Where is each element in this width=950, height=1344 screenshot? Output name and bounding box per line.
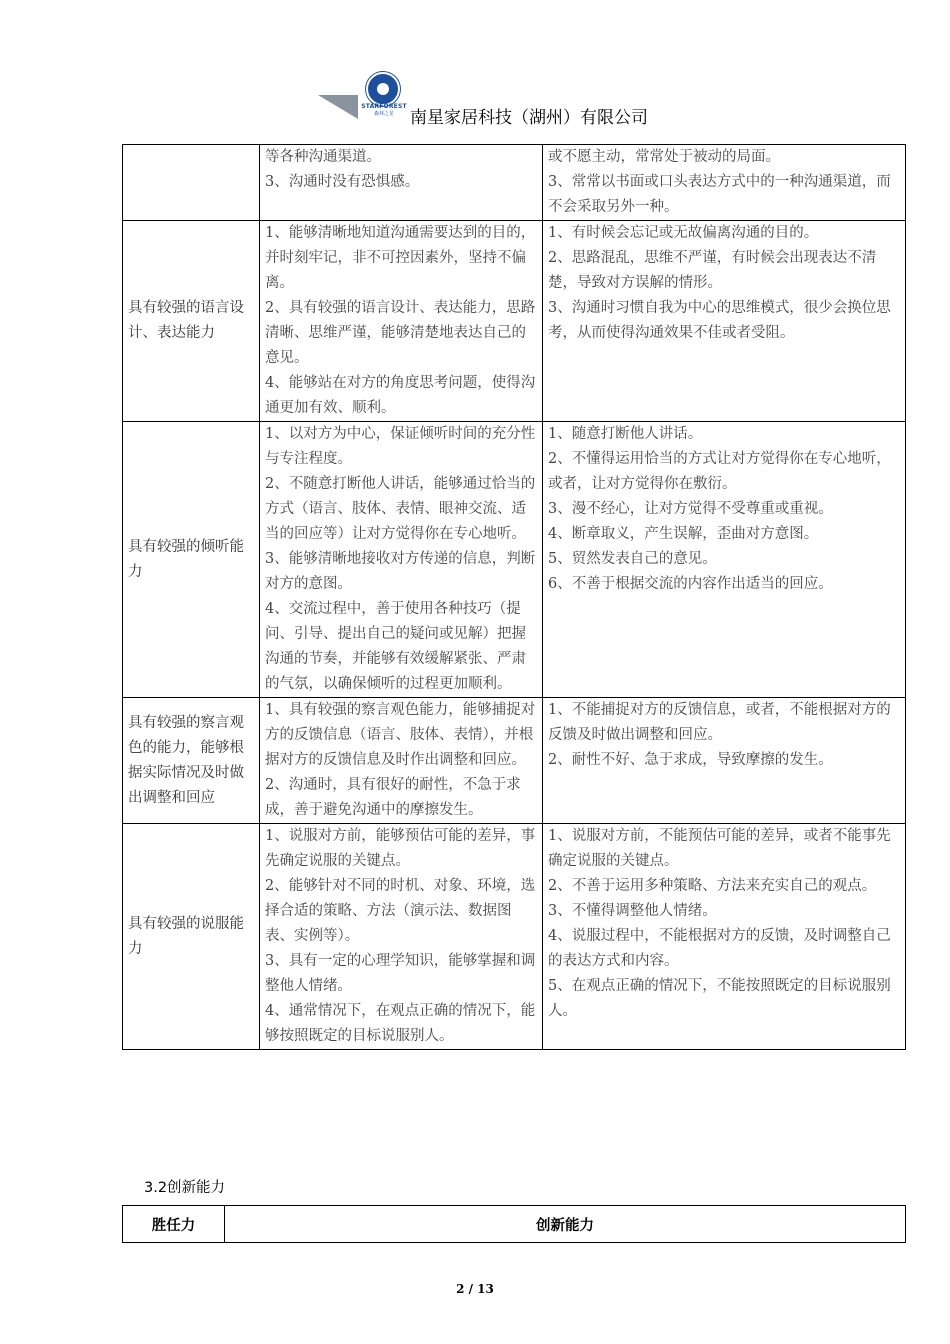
behavior-item: 等各种沟通渠道。 bbox=[265, 149, 381, 165]
competency-cell bbox=[123, 145, 260, 221]
competency-cell: 具有较强的语言设计、表达能力 bbox=[123, 221, 260, 422]
logo-text: STARFOREST bbox=[361, 103, 407, 110]
behavior-item: 1、不能捕捉对方的反馈信息，或者，不能根据对方的反馈及时做出调整和回应。 bbox=[548, 702, 891, 743]
starforest-logo-icon bbox=[366, 72, 400, 106]
competency-cell: 具有较强的说服能力 bbox=[123, 824, 260, 1050]
table-row bbox=[123, 824, 906, 1050]
behavior-item: 3、漫不经心，让对方觉得不受尊重或重视。 bbox=[548, 501, 833, 517]
behavior-item: 5、贸然发表自己的意见。 bbox=[548, 551, 717, 567]
competency-table-body bbox=[123, 145, 906, 1050]
negative-behavior-cell bbox=[543, 698, 906, 824]
behavior-item: 4、能够站在对方的角度思考问题，使得沟通更加有效、顺利。 bbox=[265, 375, 536, 416]
competency-table bbox=[122, 144, 906, 1050]
table-row bbox=[123, 698, 906, 824]
behavior-item: 2、沟通时，具有很好的耐性，不急于求成，善于避免沟通中的摩擦发生。 bbox=[265, 777, 521, 818]
table-row bbox=[123, 422, 906, 698]
company-name: 南星家居科技（湖州）有限公司 bbox=[410, 108, 648, 128]
competency-cell: 具有较强的倾听能力 bbox=[123, 422, 260, 698]
behavior-item: 3、具有一定的心理学知识，能够掌握和调整他人情绪。 bbox=[265, 953, 536, 994]
behavior-item: 3、沟通时没有恐惧感。 bbox=[265, 174, 420, 190]
table-header-row bbox=[123, 1206, 906, 1243]
behavior-item: 3、不懂得调整他人情绪。 bbox=[548, 903, 717, 919]
positive-behavior-cell bbox=[260, 824, 543, 1050]
behavior-item: 4、通常情况下，在观点正确的情况下，能够按照既定的目标说服别人。 bbox=[265, 1003, 536, 1044]
header-cell-innovation: 创新能力 bbox=[225, 1206, 906, 1243]
behavior-item: 1、具有较强的察言观色能力，能够捕捉对方的反馈信息（语言、肢体、表情），并根据对方的反馈信息及时作出调整和回应。 bbox=[265, 702, 536, 768]
behavior-item: 2、耐性不好、急于求成，导致摩擦的发生。 bbox=[548, 752, 833, 768]
behavior-item: 1、以对方为中心，保证倾听时间的充分性与专注程度。 bbox=[265, 426, 536, 467]
logo-subtext: 森林之星 bbox=[373, 111, 394, 117]
behavior-item: 1、说服对方前，能够预估可能的差异，事先确定说服的关键点。 bbox=[265, 828, 536, 869]
behavior-item: 6、不善于根据交流的内容作出适当的回应。 bbox=[548, 576, 833, 592]
behavior-item: 2、不善于运用多种策略、方法来充实自己的观点。 bbox=[548, 878, 877, 894]
negative-behavior-cell bbox=[543, 145, 906, 221]
positive-behavior-cell bbox=[260, 422, 543, 698]
logo-wedge bbox=[318, 95, 358, 119]
positive-behavior-cell bbox=[260, 221, 543, 422]
behavior-item: 1、有时候会忘记或无故偏离沟通的目的。 bbox=[548, 225, 819, 241]
section-title: 3.2创新能力 bbox=[144, 1180, 226, 1196]
negative-behavior-cell bbox=[543, 422, 906, 698]
behavior-item: 5、在观点正确的情况下，不能按照既定的目标说服别人。 bbox=[548, 978, 891, 1019]
negative-behavior-cell bbox=[543, 824, 906, 1050]
behavior-item: 1、随意打断他人讲话。 bbox=[548, 426, 703, 442]
behavior-item: 3、常常以书面或口头表达方式中的一种沟通渠道，而不会采取另外一种。 bbox=[548, 174, 891, 215]
behavior-item: 或不愿主动，常常处于被动的局面。 bbox=[548, 149, 780, 165]
behavior-item: 1、说服对方前，不能预估可能的差异，或者不能事先确定说服的关键点。 bbox=[548, 828, 891, 869]
behavior-item: 4、交流过程中，善于使用各种技巧（提问、引导、提出自己的疑问或见解）把握沟通的节奏，并能够有效缓解紧张、严肃的气氛，以确保倾听的过程更加顺利。 bbox=[265, 601, 526, 692]
innovation-table bbox=[122, 1205, 906, 1243]
company-logo bbox=[356, 72, 412, 116]
header-cell-competency: 胜任力 bbox=[123, 1206, 225, 1243]
behavior-item: 3、沟通时习惯自我为中心的思维模式，很少会换位思考，从而使得沟通效果不佳或者受阻。 bbox=[548, 300, 891, 341]
page-number: 2 / 13 bbox=[456, 1282, 494, 1296]
positive-behavior-cell bbox=[260, 698, 543, 824]
behavior-item: 3、能够清晰地接收对方传递的信息，判断对方的意图。 bbox=[265, 551, 536, 592]
table-row bbox=[123, 221, 906, 422]
behavior-item: 2、能够针对不同的时机、对象、环境，选择合适的策略、方法（演示法、数据图表、实例等）。 bbox=[265, 878, 536, 944]
positive-behavior-cell bbox=[260, 145, 543, 221]
behavior-item: 4、说服过程中，不能根据对方的反馈，及时调整自己的表达方式和内容。 bbox=[548, 928, 891, 969]
behavior-item: 2、思路混乱，思维不严谨，有时候会出现表达不清楚，导致对方误解的情形。 bbox=[548, 250, 877, 291]
negative-behavior-cell bbox=[543, 221, 906, 422]
page-header bbox=[0, 0, 950, 140]
behavior-item: 2、不随意打断他人讲话，能够通过恰当的方式（语言、肢体、表情、眼神交流、适当的回应等）让对方觉得你在专心地听。 bbox=[265, 476, 536, 542]
competency-cell: 具有较强的察言观色的能力，能够根据实际情况及时做出调整和回应 bbox=[123, 698, 260, 824]
behavior-item: 2、不懂得运用恰当的方式让对方觉得你在专心地听，或者，让对方觉得你在敷衍。 bbox=[548, 451, 891, 492]
behavior-item: 1、能够清晰地知道沟通需要达到的目的，并时刻牢记，非不可控因素外，坚持不偏离。 bbox=[265, 225, 536, 291]
behavior-item: 4、断章取义，产生误解，歪曲对方意图。 bbox=[548, 526, 819, 542]
behavior-item: 2、具有较强的语言设计、表达能力，思路清晰、思维严谨，能够清楚地表达自己的意见。 bbox=[265, 300, 536, 366]
table-row bbox=[123, 145, 906, 221]
